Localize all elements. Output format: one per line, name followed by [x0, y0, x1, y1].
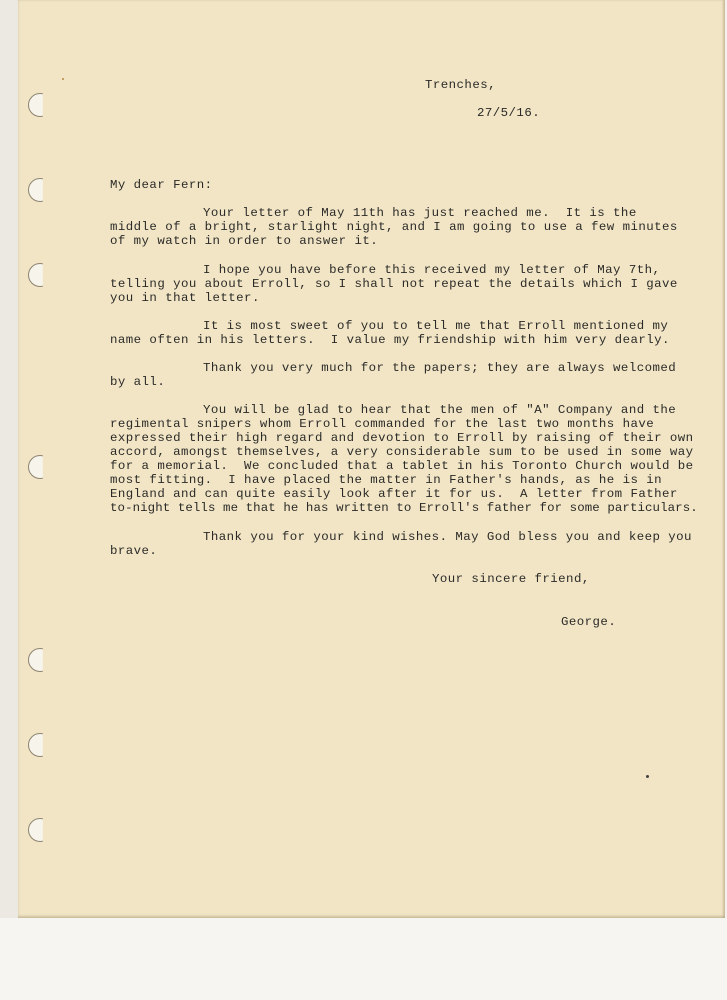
paragraph-4-line: by all. [110, 375, 166, 389]
paragraph-5-line: England and can quite easily look after it for us. A letter from Father [110, 487, 678, 501]
paragraph-5-line: most fitting. I have placed the matter in Father's hands, as he is in [110, 473, 662, 487]
signature: George. [561, 615, 617, 629]
paragraph-2-line: I hope you have before this received my letter of May 7th, [203, 263, 661, 277]
paragraph-1-line: middle of a bright, starlight night, and I am going to use a few minutes [110, 220, 678, 234]
paragraph-5-line: You will be glad to hear that the men of "A" Company and the [203, 403, 677, 417]
paragraph-4-line: Thank you very much for the papers; they are always welcomed [203, 361, 677, 375]
salutation: My dear Fern: [110, 178, 213, 192]
paragraph-6-line: Thank you for your kind wishes. May God bless you and keep you [203, 530, 692, 544]
paragraph-2-line: you in that letter. [110, 291, 260, 305]
paragraph-5-line: to-night tells me that he has written to Erroll's father for some particulars. [110, 501, 698, 515]
paragraph-6-line: brave. [110, 544, 158, 558]
ink-speck [62, 78, 64, 80]
letter-place: Trenches, [425, 78, 496, 92]
letter-date: 27/5/16. [477, 106, 541, 120]
ink-speck [646, 775, 649, 778]
paragraph-2-line: telling you about Erroll, so I shall not repeat the details which I gave [110, 277, 678, 291]
paragraph-5-line: accord, amongst themselves, a very considerable sum to be used in some way [110, 445, 694, 459]
closing: Your sincere friend, [432, 572, 590, 586]
paragraph-5-line: expressed their high regard and devotion to Erroll by raising of their own [110, 431, 694, 445]
scan-background [0, 918, 727, 1000]
paragraph-1-line: of my watch in order to answer it. [110, 234, 379, 248]
paragraph-5-line: regimental snipers whom Erroll commanded for the last two months have [110, 417, 655, 431]
paragraph-1-line: Your letter of May 11th has just reached me. It is the [203, 206, 637, 220]
paragraph-3-line: It is most sweet of you to tell me that Erroll mentioned my [203, 319, 669, 333]
scan-edge [0, 0, 18, 918]
paragraph-5-line: for a memorial. We concluded that a tablet in his Toronto Church would be [110, 459, 694, 473]
paragraph-3-line: name often in his letters. I value my friendship with him very dearly. [110, 333, 670, 347]
